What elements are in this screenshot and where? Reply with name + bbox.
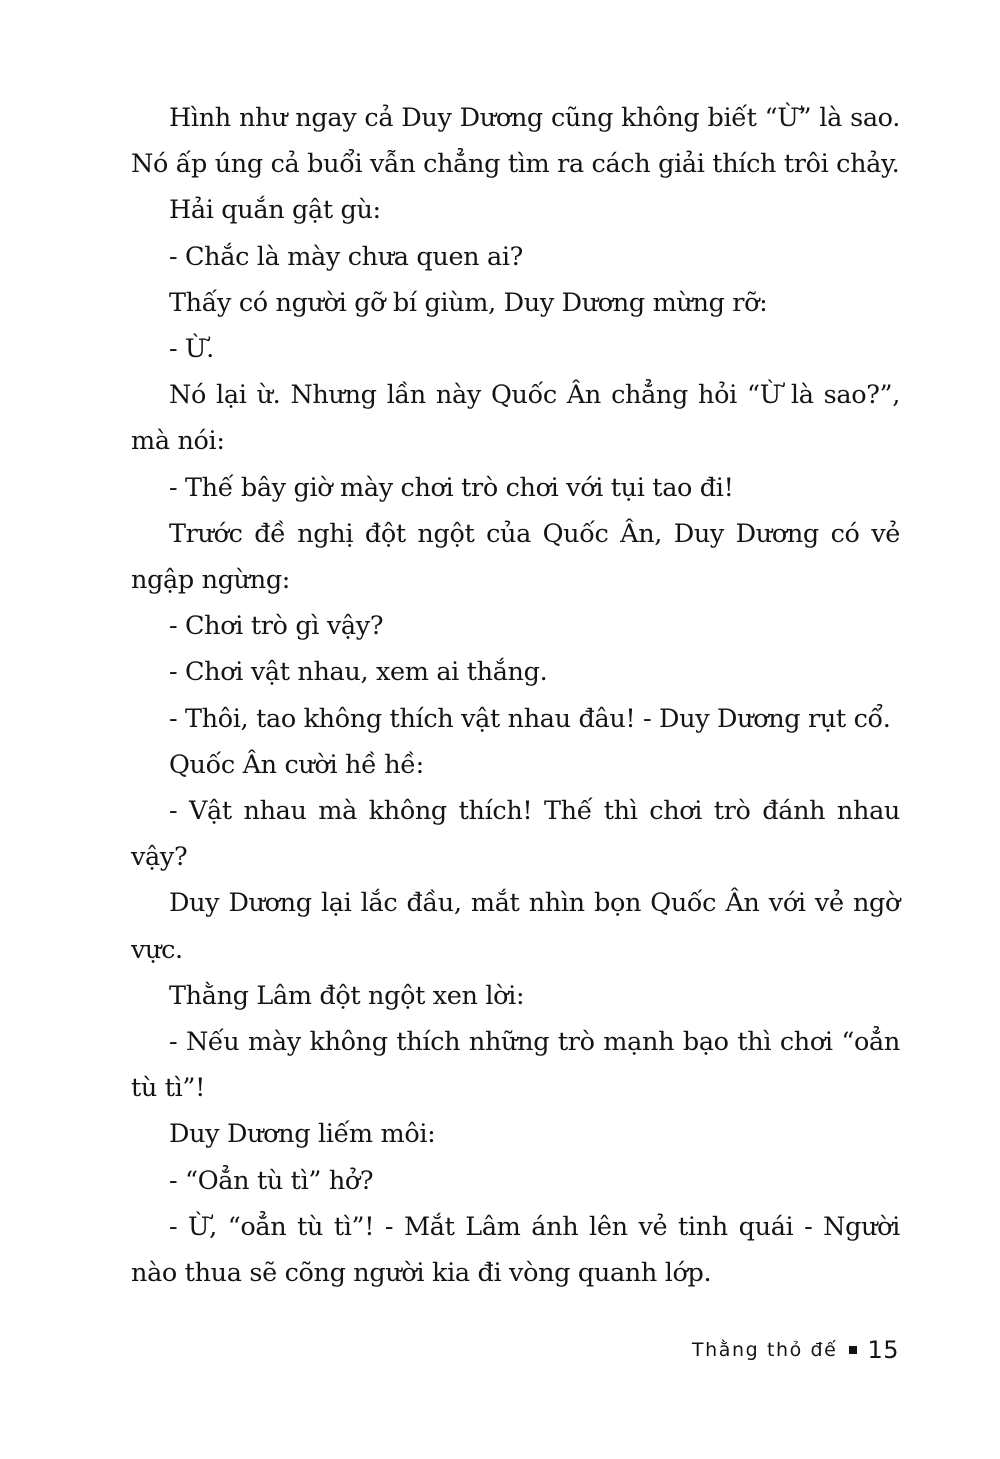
paragraph: - Nếu mày không thích những trò mạnh bạo thì chơi “oẳn tù tì”! <box>131 1027 900 1104</box>
paragraph: Quốc Ân cười hề hề: <box>169 749 424 780</box>
paragraph: - Chắc là mày chưa quen ai? <box>169 241 523 272</box>
square-bullet-icon <box>849 1346 857 1354</box>
paragraph: Trước đề nghị đột ngột của Quốc Ân, Duy Dương có vẻ ngập ngừng: <box>131 518 900 596</box>
running-title: Thằng thỏ đế <box>691 1339 838 1361</box>
paragraph: - Thế bây giờ mày chơi trò chơi với tụi tao đi! <box>169 472 734 503</box>
paragraph: - Chơi vật nhau, xem ai thắng. <box>169 657 548 688</box>
page-number: 15 <box>867 1336 899 1364</box>
body-text <box>131 95 900 1296</box>
paragraph: Hình như ngay cả Duy Dương cũng không biết “Ừ” là sao. Nó ấp úng cả buổi vẫn chẳng tìm ra cách giải thích trôi chảy. <box>131 103 900 180</box>
paragraph: - “Oẳn tù tì” hở? <box>169 1165 374 1196</box>
paragraph: Duy Dương lại lắc đầu, mắt nhìn bọn Quốc Ân với vẻ ngờ vực. <box>131 888 900 965</box>
paragraph: - Ừ. <box>169 334 214 365</box>
paragraph: - Chơi trò gì vậy? <box>169 611 384 642</box>
paragraph: - Ừ, “oẳn tù tì”! - Mắt Lâm ánh lên vẻ tinh quái - Người nào thua sẽ cõng người kia đi vòng quanh lớp. <box>131 1211 900 1289</box>
paragraph: Thằng Lâm đột ngột xen lời: <box>169 980 525 1011</box>
paragraph: Nó lại ừ. Nhưng lần này Quốc Ân chẳng hỏi “Ừ là sao?”, mà nói: <box>131 380 900 457</box>
paragraph: - Vật nhau mà không thích! Thế thì chơi trò đánh nhau vậy? <box>131 796 900 873</box>
page-footer <box>692 1334 899 1366</box>
paragraph: Thấy có người gỡ bí giùm, Duy Dương mừng rỡ: <box>169 287 768 318</box>
paragraph: Duy Dương liếm môi: <box>169 1119 436 1150</box>
paragraph: Hải quắn gật gù: <box>169 195 381 226</box>
paragraph: - Thôi, tao không thích vật nhau đâu! - Duy Dương rụt cổ. <box>169 703 891 734</box>
